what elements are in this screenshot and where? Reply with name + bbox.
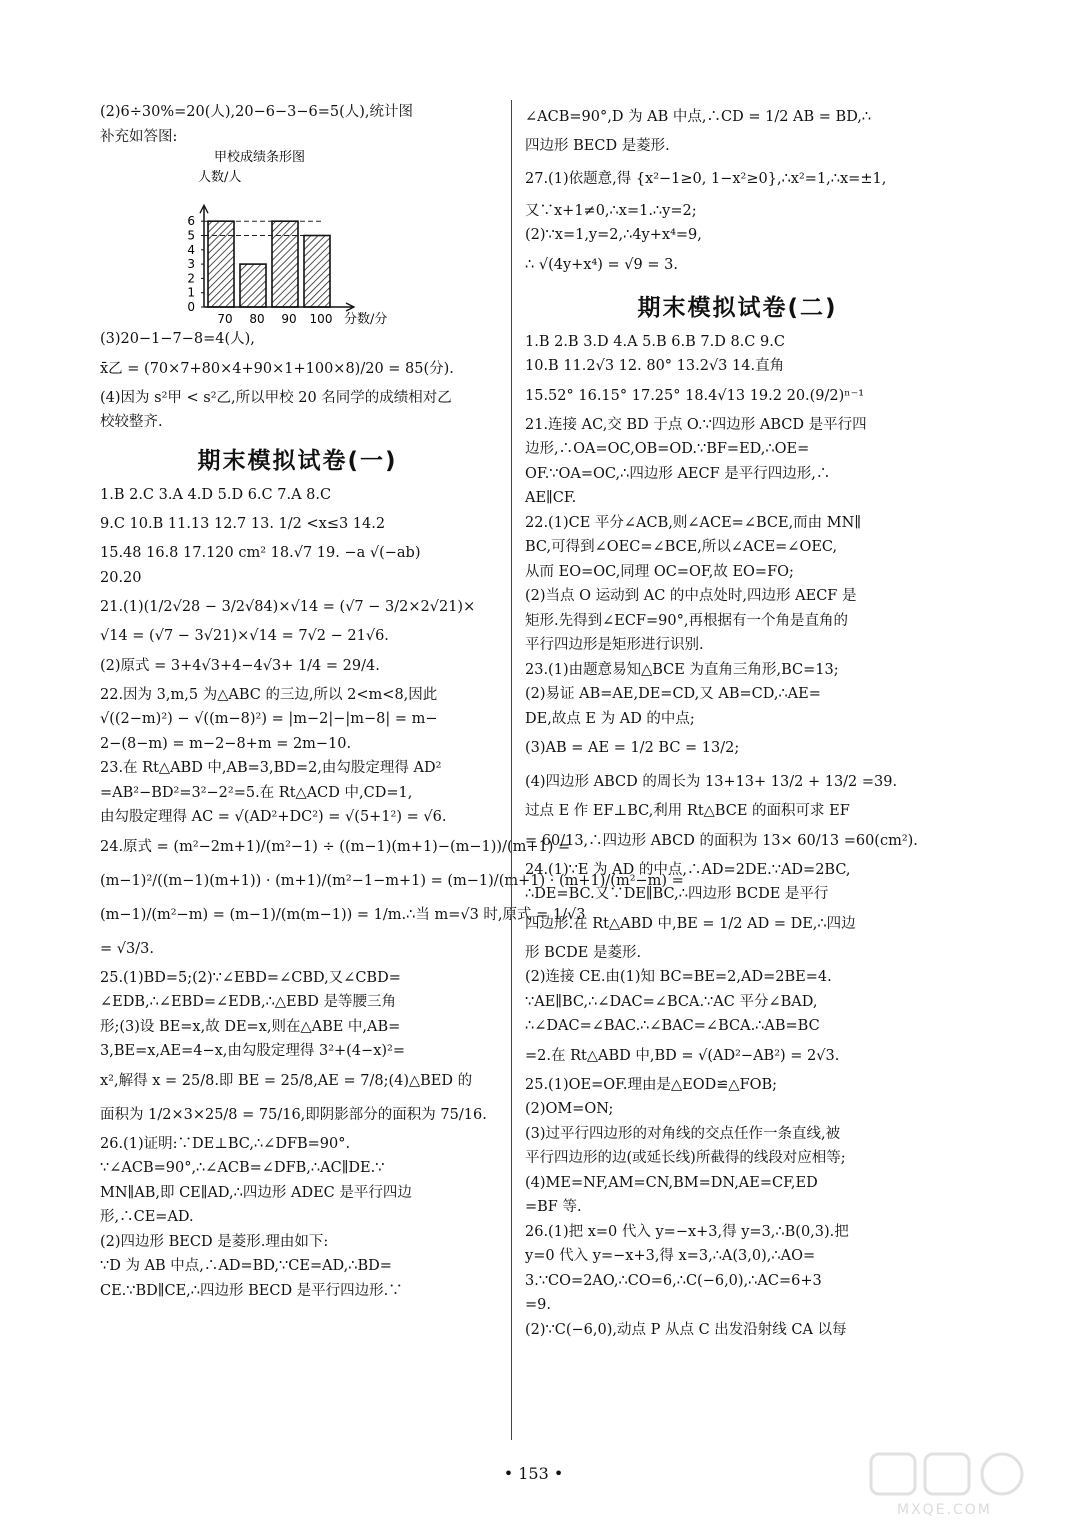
text-line: y=0 代入 y=−x+3,得 x=3,∴A(3,0),∴AO= [525, 1248, 816, 1264]
text-line: 20.20 [100, 569, 142, 586]
text-line: CE.∵BD∥CE,∴四边形 BECD 是平行四边形.∵ [100, 1282, 403, 1299]
text-line: 23.(1)由题意易知△BCE 为直角三角形,BC=13; [525, 661, 839, 678]
text-line: √((2−m)²) − √((m−8)²) = |m−2|−|m−8| = m− [100, 711, 438, 727]
text-line: ∵D 为 AB 中点,∴AD=BD,∵CE=AD,∴BD= [100, 1258, 392, 1274]
x-tick-label: 80 [249, 312, 265, 326]
bar [240, 264, 266, 307]
text-line: 15.48 16.8 17.120 cm² 18.√7 19. −a √(−ab) [100, 545, 421, 561]
text-line: DE,故点 E 为 AD 的中点; [525, 710, 695, 727]
text-line: (4)ME=NF,AM=CN,BM=DN,AE=CF,ED [525, 1174, 818, 1191]
text-line: 边形,∴OA=OC,OB=OD.∵BF=ED,∴OE= [525, 441, 810, 457]
page-number: • 153 • [503, 1464, 564, 1483]
bar [208, 221, 234, 307]
x-tick-label: 90 [281, 312, 297, 326]
text-line: x²,解得 x = 25/8.即 BE = 25/8,AE = 7/8;(4)△BED 的 [100, 1072, 473, 1089]
text-line: ∠EDB,∴∠EBD=∠EDB,∴△EBD 是等腰三角 [100, 994, 396, 1010]
text-line: (4)四边形 ABCD 的周长为 13+13+ 13/2 + 13/2 =39. [525, 774, 898, 790]
text-line: 26.(1)证明:∵DE⊥BC,∴∠DFB=90°. [100, 1135, 351, 1152]
y-tick-label: 2 [187, 271, 195, 286]
text-line: (2)∵C(−6,0),动点 P 从点 C 出发沿射线 CA 以每 [525, 1321, 847, 1338]
text-line: 25.(1)BD=5;(2)∵∠EBD=∠CBD,又∠CBD= [100, 969, 401, 986]
text-line: (3)AB = AE = 1/2 BC = 13/2; [525, 740, 740, 756]
text-line: (2)∵x=1,y=2,∴4y+x⁴=9, [525, 227, 702, 243]
text-line: 3.∵CO=2AO,∴CO=6,∴C(−6,0),∴AC=6+3 [525, 1272, 822, 1289]
text-line: 21.连接 AC,交 BD 于点 O.∵四边形 ABCD 是平行四 [525, 416, 867, 433]
text-line: = √3/3. [100, 940, 154, 957]
answer-list [525, 330, 950, 1343]
text-line: 25.(1)OE=OF.理由是△EOD≌△FOB; [525, 1076, 778, 1093]
text-line: 四边形.在 Rt△ABD 中,BE = 1/2 AD = DE,∴四边 [525, 915, 856, 932]
watermark-logo [867, 1450, 1047, 1520]
text-line: ∠ACB=90°,D 为 AB 中点,∴CD = 1/2 AB = BD,∴ [525, 109, 872, 125]
text-line: =AB²−BD²=3²−2²=5.在 Rt△ACD 中,CD=1, [100, 784, 413, 801]
text-line: 平行四边形的边(或延长线)所截得的线段对应相等; [525, 1150, 846, 1166]
text-line: 过点 E 作 EF⊥BC,利用 Rt△BCE 的面积可求 EF [525, 803, 850, 819]
column-divider [511, 100, 512, 1440]
text-line: 10.B 11.2√3 12. 80° 13.2√3 14.直角 [525, 358, 785, 374]
text-line: (m−1)²/((m−1)(m+1)) · (m+1)/(m²−1−m+1) = (m−1)/(m+1) · (m+1)/(m²−m) = [100, 872, 684, 889]
bar-chart [100, 149, 495, 327]
text-line: 平行四边形是矩形进行识别. [525, 637, 704, 653]
text-line: 23.在 Rt△ABD 中,AB=3,BD=2,由勾股定理得 AD² [100, 760, 442, 776]
text-line: ∴DE=BC.又∵DE∥BC,∴四边形 BCDE 是平行 [525, 886, 829, 902]
y-tick-label: 5 [187, 228, 195, 243]
text-line: 22.因为 3,m,5 为△ABC 的三边,所以 2<m<8,因此 [100, 686, 438, 703]
text-line: 2−(8−m) = m−2−8+m = 2m−10. [100, 735, 352, 752]
text-line: 形;(3)设 BE=x,故 DE=x,则在△ABE 中,AB= [100, 1018, 401, 1035]
text-line: AE∥CF. [525, 490, 577, 506]
text-line: (2)原式 = 3+4√3+4−4√3+ 1/4 = 29/4. [100, 657, 380, 674]
text-line: MN∥AB,即 CE∥AD,∴四边形 ADEC 是平行四边 [100, 1184, 412, 1201]
text-line: =BF 等. [525, 1199, 582, 1215]
text-line: OF.∵OA=OC,∴四边形 AECF 是平行四边形,∴ [525, 465, 831, 482]
text-line: ∴∠DAC=∠BAC.∴∠BAC=∠BCA.∴AB=BC [525, 1018, 820, 1034]
text-line: = 60/13,∴四边形 ABCD 的面积为 13× 60/13 =60(cm²). [525, 832, 918, 849]
text-line: (3)20−1−7−8=4(人), [100, 331, 255, 347]
section-title: 期末模拟试卷(二) [637, 294, 838, 321]
text-line: (3)过平行四边形的对角线的交点任作一条直线,被 [525, 1125, 841, 1142]
text-line: 形,∴CE=AD. [100, 1209, 194, 1225]
text-line: BC,可得到∠OEC=∠BCE,所以∠ACE=∠OEC, [525, 539, 838, 555]
text-line: √14 = (√7 − 3√21)×√14 = 7√2 − 21√6. [100, 628, 389, 644]
bar [272, 221, 298, 307]
y-tick-label: 4 [187, 242, 195, 257]
text-line: 形 BCDE 是菱形. [525, 944, 642, 961]
text-line: ∵∠ACB=90°,∴∠ACB=∠DFB,∴AC∥DE.∵ [100, 1160, 385, 1176]
bar [304, 236, 330, 308]
y-tick-label: 0 [187, 300, 195, 314]
text-line: 补充如答图: [100, 128, 178, 145]
y-tick-label: 6 [187, 214, 195, 229]
text-line: (2)易证 AB=AE,DE=CD,又 AB=CD,∴AE= [525, 686, 821, 702]
text-line: 面积为 1/2×3×25/8 = 75/16,即阴影部分的面积为 75/16. [100, 1106, 487, 1123]
text-line: 3,BE=x,AE=4−x,由勾股定理得 3²+(4−x)²= [100, 1043, 406, 1059]
x-tick-label: 70 [217, 312, 233, 326]
text-line: ∴ √(4y+x⁴) = √9 = 3. [525, 256, 678, 273]
text-line: (2)OM=ON; [525, 1101, 614, 1117]
text-line: (2)连接 CE.由(1)知 BC=BE=2,AD=2BE=4. [525, 969, 832, 985]
x-axis-label: 分数/分 [344, 312, 388, 327]
text-line: 27.(1)依题意,得 {x²−1≥0, 1−x²≥0},∴x²=1,∴x=±1, [525, 170, 887, 187]
watermark-text: MXQE.COM [897, 1502, 992, 1518]
text-line: ∵AE∥BC,∴∠DAC=∠BCA.∵AC 平分∠BAD, [525, 993, 818, 1010]
text-line: 四边形 BECD 是菱形. [525, 138, 670, 154]
text-line: (4)因为 s²甲 < s²乙,所以甲校 20 名同学的成绩相对乙 [100, 389, 452, 406]
text-line: =2.在 Rt△ABD 中,BD = √(AD²−AB²) = 2√3. [525, 1047, 840, 1064]
text-line: 1.B 2.B 3.D 4.A 5.B 6.B 7.D 8.C 9.C [525, 333, 785, 350]
text-line: 矩形.先得到∠ECF=90°,再根据有一个角是直角的 [525, 612, 848, 629]
text-line: 22.(1)CE 平分∠ACB,则∠ACE=∠BCE,而由 MN∥ [525, 514, 862, 531]
section-title: 期末模拟试卷(一) [197, 447, 398, 474]
text-line: 24.(1)∵E 为 AD 的中点,∴AD=2DE.∵AD=2BC, [525, 861, 851, 878]
right-column [525, 100, 950, 1342]
text-line: x̄乙 = (70×7+80×4+90×1+100×8)/20 = 85(分). [100, 360, 454, 377]
text-line: 26.(1)把 x=0 代入 y=−x+3,得 y=3,∴B(0,3).把 [525, 1223, 849, 1240]
text-line: 24.原式 = (m²−2m+1)/(m²−1) ÷ ((m−1)(m+1)−(m−1))/(m+1) = [100, 838, 571, 855]
y-tick-label: 1 [187, 285, 195, 300]
text-line: (2)四边形 BECD 是菱形.理由如下: [100, 1233, 329, 1250]
bar-chart-svg [100, 149, 400, 327]
text-line: 校较整齐. [100, 414, 163, 430]
text-line: (2)6÷30%=20(人),20−6−3−6=5(人),统计图 [100, 104, 414, 120]
chart-title: 甲校成绩条形图 [214, 150, 306, 165]
text-line: (m−1)/(m²−m) = (m−1)/(m(m−1)) = 1/m.∴当 m=√3 时,原式 = 1/√3 [100, 906, 586, 923]
text-line: 9.C 10.B 11.13 12.7 13. 1/2 <x≤3 14.2 [100, 516, 386, 532]
text-line: (2)当点 O 运动到 AC 的中点处时,四边形 AECF 是 [525, 588, 857, 604]
text-line: =9. [525, 1297, 551, 1313]
text-line: 15.52° 16.15° 17.25° 18.4√13 19.2 20.(9/2)ⁿ⁻¹ [525, 387, 865, 404]
text-line: 由勾股定理得 AC = √(AD²+DC²) = √(5+1²) = √6. [100, 809, 447, 825]
text-line: 1.B 2.C 3.A 4.D 5.D 6.C 7.A 8.C [100, 486, 332, 503]
y-tick-label: 3 [187, 257, 195, 272]
text-line: 从而 EO=OC,同理 OC=OF,故 EO=FO; [525, 563, 794, 580]
text-line: 又∵x+1≠0,∴x=1.∴y=2; [525, 202, 697, 219]
text-line: 21.(1)(1/2√28 − 3/2√84)×√14 = (√7 − 3/2×2√21)× [100, 599, 476, 615]
x-tick-label: 100 [309, 312, 333, 326]
y-axis-label: 人数/人 [198, 170, 242, 185]
